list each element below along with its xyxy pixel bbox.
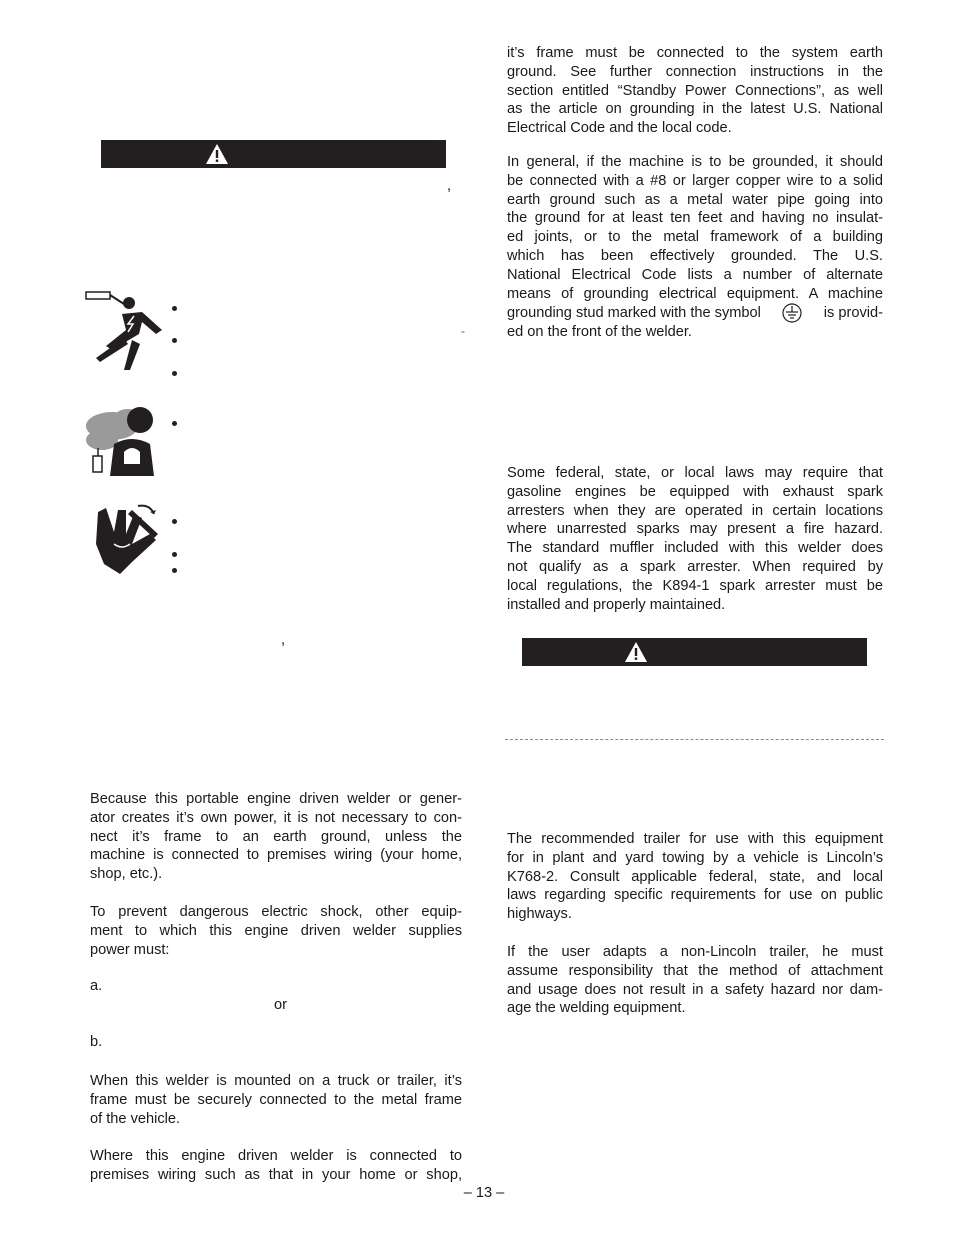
- text-line: power must:: [90, 941, 170, 958]
- system-earth-paragraph: [507, 44, 883, 138]
- text-line: as the article on grounding in the latest U.S. National: [507, 101, 883, 118]
- text-line: means of grounding electrical equipment. A machine: [507, 285, 883, 302]
- text-line: age the welding equipment.: [507, 1000, 686, 1017]
- text-line: be connected with a #8 or larger copper wire to a solid: [507, 172, 883, 189]
- portable-grounding-paragraph: [90, 790, 462, 884]
- text-line: of the vehicle.: [90, 1110, 181, 1127]
- list-marker-a: a.: [90, 978, 103, 994]
- text-line: When this welder is mounted on a truck or trailer, it’s: [90, 1073, 462, 1089]
- text-line: ed joints, or to the metal framework of a building: [507, 229, 883, 246]
- bullet: [172, 338, 177, 343]
- text-line: it’s frame must be connected to the system earth: [507, 45, 883, 61]
- truck-mount-paragraph: [90, 1072, 462, 1128]
- premises-wiring-paragraph: [90, 1147, 462, 1185]
- list-marker-b: b.: [90, 1034, 103, 1050]
- bullet: [172, 568, 177, 573]
- text-line: earth ground such as a metal water pipe going into: [507, 191, 883, 208]
- section-divider: [505, 739, 884, 740]
- text-line: K768-2. Consult applicable federal, state, and local: [507, 868, 883, 885]
- warning-banner-right: [522, 638, 867, 666]
- text-line: In general, if the machine is to be grounded, it should: [507, 154, 883, 170]
- stray-comma: ,: [447, 178, 452, 194]
- text-line: machine is connected to premises wiring (your home,: [90, 847, 462, 864]
- warning-triangle-icon: [624, 641, 648, 663]
- text-line: The standard muffler included with this welder does: [507, 540, 883, 557]
- text-line: local regulations, the K894-1 spark arrester must be: [507, 577, 883, 594]
- text-line: laws regarding specific requirements for use on public: [507, 887, 883, 904]
- non-lincoln-trailer-paragraph: [507, 943, 883, 1018]
- text-line: Where this engine driven welder is connected to: [90, 1148, 462, 1164]
- moving-parts-hand-icon: [92, 504, 162, 576]
- text-line: Some federal, state, or local laws may require that: [507, 465, 883, 481]
- text-line: assume responsibility that the method of attachment: [507, 962, 883, 979]
- text-line: ground. See further connection instructions in the: [507, 63, 883, 80]
- text-line: frame must be securely connected to the metal frame: [90, 1091, 462, 1108]
- text-line: Electrical Code and the local code.: [507, 120, 732, 137]
- bullet: [172, 371, 177, 376]
- engine-exhaust-fumes-icon: [84, 404, 174, 480]
- text-line: installed and properly maintained.: [507, 596, 726, 613]
- bullet: [172, 306, 177, 311]
- text-line: gasoline engines be equipped with exhaust spark: [507, 483, 883, 500]
- text-line: ed on the front of the welder.: [507, 324, 692, 341]
- trailer-paragraph: [507, 830, 883, 924]
- text-line: arresters when they are operated in certain locations: [507, 502, 883, 519]
- warning-banner-left: [101, 140, 446, 168]
- text-line: shop, etc.).: [90, 866, 163, 883]
- text-line: not qualify as a spark arrester. When required by: [507, 558, 883, 575]
- text-line: the ground for at least ten feet and having no insulat-: [507, 210, 883, 227]
- page-number: – 13 –: [463, 1185, 505, 1201]
- ground-symbol-icon: [780, 303, 804, 323]
- text-line: for in plant and yard towing by a vehicle is Lincoln’s: [507, 849, 883, 866]
- text-line: where unarrested sparks may present a fire hazard.: [507, 521, 883, 538]
- list-or: or: [274, 997, 287, 1013]
- bullet: [172, 552, 177, 557]
- warning-triangle-icon: [205, 143, 229, 165]
- text-line: nect it’s frame to an earth ground, unless the: [90, 828, 462, 845]
- text-line: National Electrical Code lists a number of alternate: [507, 266, 883, 283]
- stud-text-before: grounding stud marked with the symbol: [507, 304, 761, 321]
- stud-line: [507, 303, 883, 323]
- prevent-shock-paragraph: [90, 903, 462, 959]
- stray-dash: -: [461, 324, 465, 338]
- text-line: section entitled “Standby Power Connections”, as well: [507, 82, 883, 99]
- electric-shock-icon: [84, 290, 174, 372]
- stray-comma: ,: [281, 632, 286, 648]
- text-line: highways.: [507, 906, 572, 923]
- text-line: which has been effectively grounded. The U.S.: [507, 247, 883, 264]
- bullet: [172, 519, 177, 524]
- text-line: premises wiring such as that in your home or shop,: [90, 1166, 462, 1183]
- text-line: If the user adapts a non-Lincoln trailer, he must: [507, 944, 883, 960]
- text-line: Because this portable engine driven welder or gener-: [90, 791, 462, 807]
- text-line: To prevent dangerous electric shock, other equip-: [90, 904, 462, 920]
- text-line: The recommended trailer for use with this equipment: [507, 831, 883, 847]
- stud-text-after: is provid-: [823, 304, 883, 321]
- grounding-paragraph: [507, 153, 883, 342]
- spark-arrester-paragraph: [507, 464, 883, 614]
- text-line: ment to which this engine driven welder supplies: [90, 922, 462, 939]
- text-line: ator creates it’s own power, it is not necessary to con-: [90, 809, 462, 826]
- text-line: and usage does not result in a safety hazard nor dam-: [507, 981, 883, 998]
- bullet: [172, 421, 177, 426]
